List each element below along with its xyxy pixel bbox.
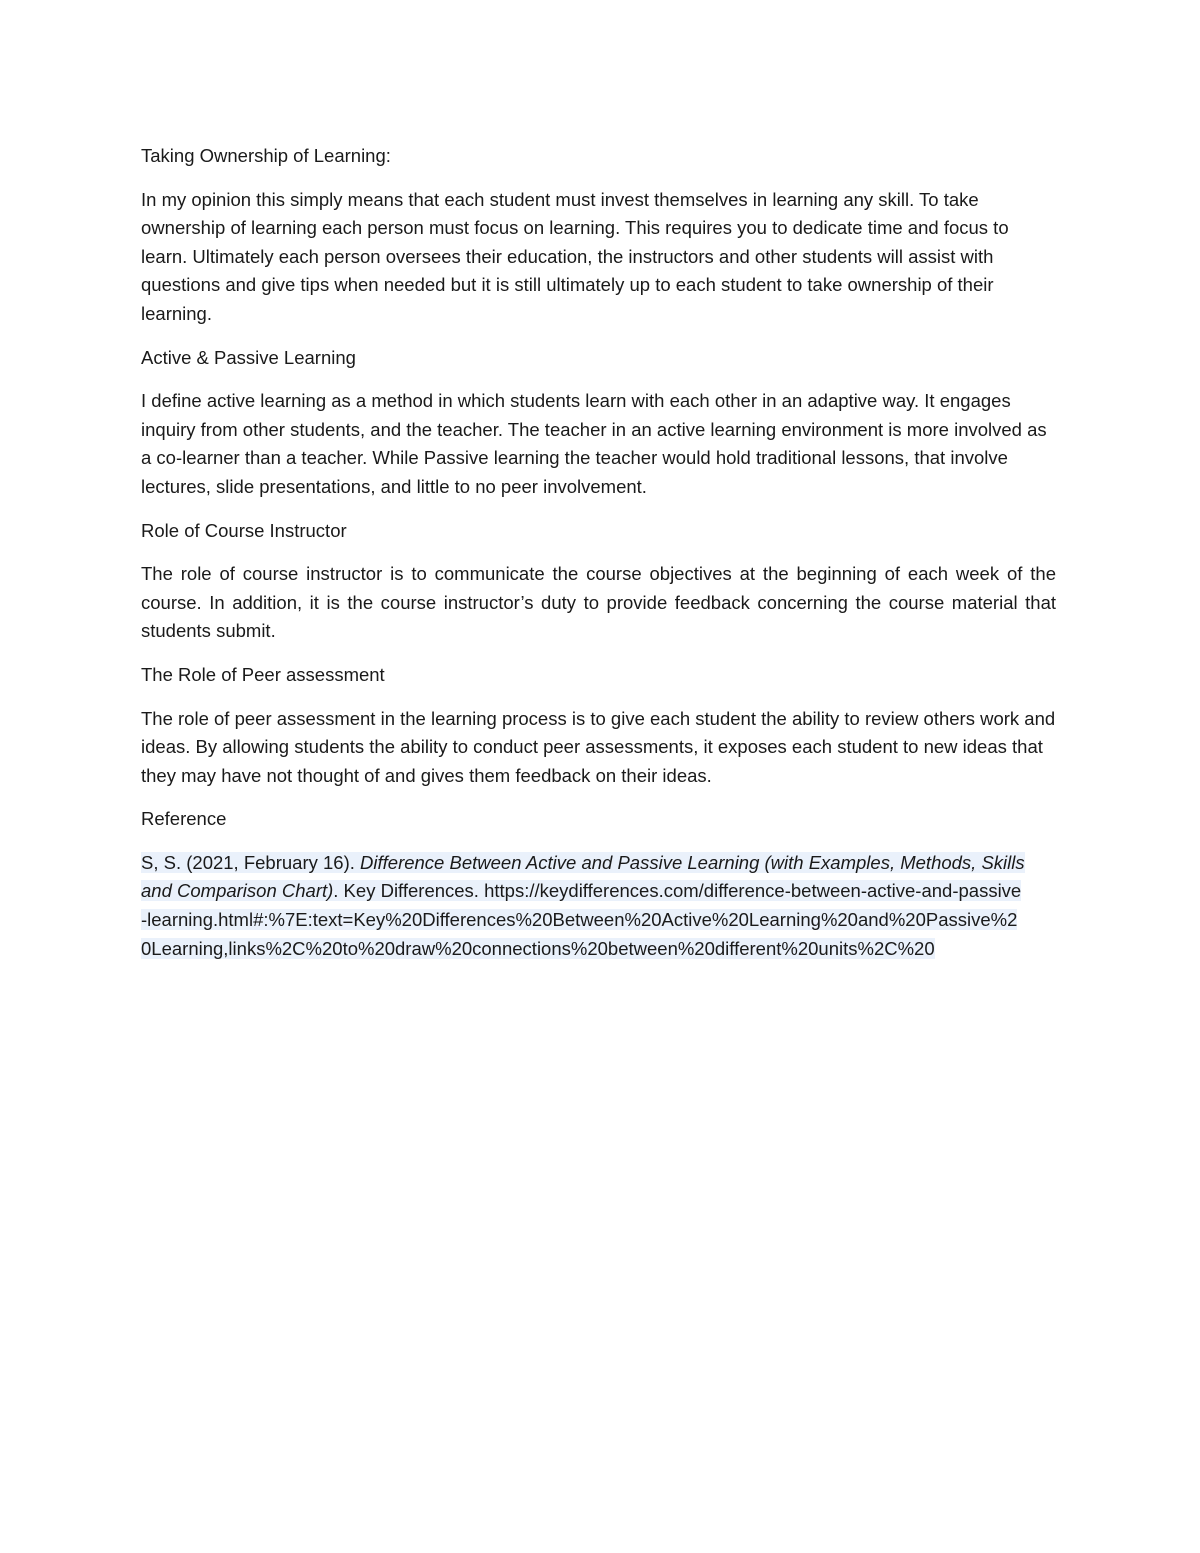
reference-heading: Reference (141, 808, 227, 830)
reference-title-text: Difference Between Active and Passive Learning (with Examples, Methods, Skills and Comparison Chart) (141, 851, 1025, 902)
document-page (141, 142, 1056, 963)
section-heading-ownership: Taking Ownership of Learning: (141, 145, 391, 166)
section-body-active-passive: I define active learning as a method in which students learn with each other in an adaptive way. It engages inquiry from other students, and the teacher. The teacher in an active learning environment is more involved as a co-learner than a teacher. While Passive learning the teacher would hold traditional lessons, that involve lectures, slide presentations, and little to no peer involvement. (141, 390, 1047, 497)
section-body-ownership: In my opinion this simply means that each student must invest themselves in learning any skill. To take ownership of learning each person must focus on learning. This requires you to dedicate time and focus to learn. Ultimately each person oversees their education, the instructors and other students will assist with questions and give tips when needed but it is still ultimately up to each student to take ownership of their learning. (141, 188, 1009, 324)
section-heading-peer-assessment: The Role of Peer assessment (141, 663, 385, 685)
reference-url[interactable]: https://keydifferences.com/difference-between-active-and-passive-learning.html#:%7E:text=Key%20Differences%20Between%20Active%20Learning%20and%20Passive%20Learning,links%2C%20to%20draw%20connections%20between%20different%20units%2C%20 (141, 880, 1022, 959)
section-heading-course-instructor: Role of Course Instructor (141, 519, 347, 541)
section-heading-active-passive: Active & Passive Learning (141, 346, 356, 368)
section-body-course-instructor: The role of course instructor is to communicate the course objectives at the beginning of each week of the course. In addition, it is the course instructor’s duty to provide feedback concerning the course material that students submit. (141, 563, 1056, 642)
section-body-peer-assessment: The role of peer assessment in the learning process is to give each student the ability to review others work and ideas. By allowing students the ability to conduct peer assessments, it exposes each student to new ideas that they may have not thought of and gives them feedback on their ideas. (141, 707, 1056, 786)
reference-entry (141, 849, 1026, 963)
reference-author-date: S, S. (2021, February 16). (141, 851, 361, 873)
reference-source: . Key Differences. (333, 880, 485, 902)
